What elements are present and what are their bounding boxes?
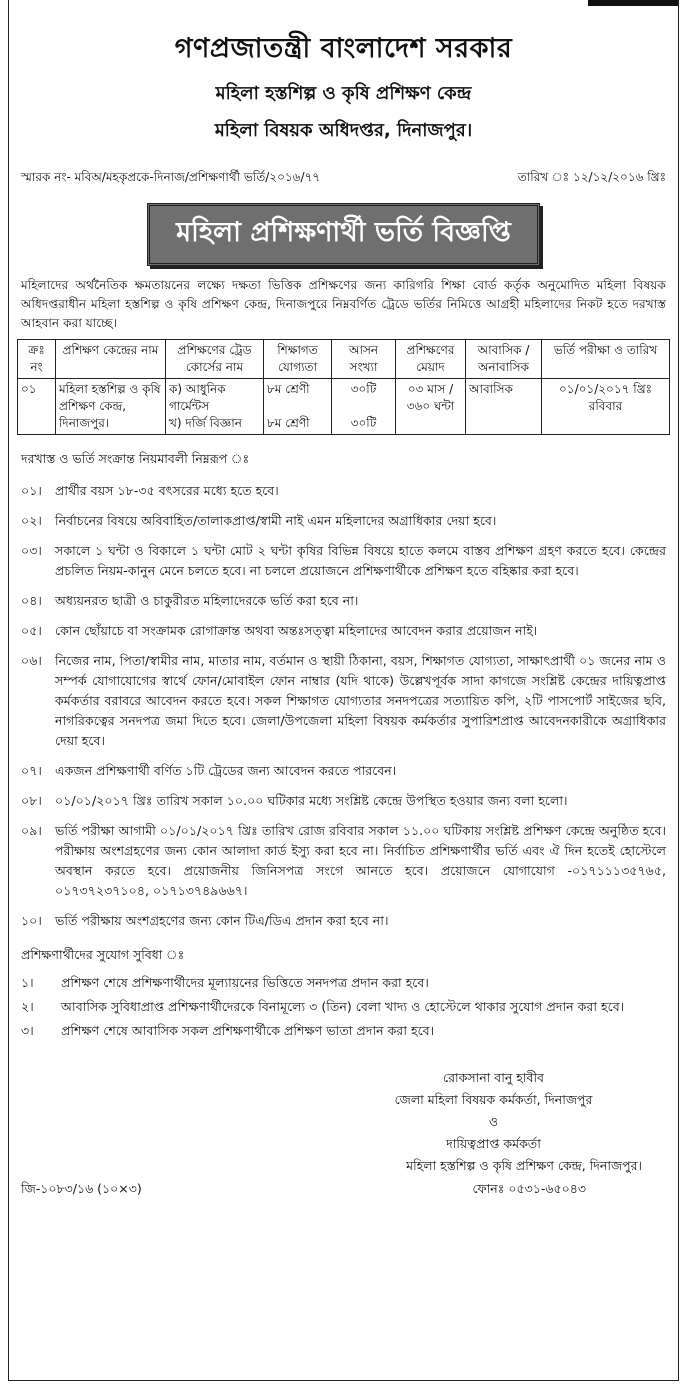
footer-code: জি-১০৮৩/১৬ (১০×৩): [21, 1181, 142, 1196]
cell-qualification: [264, 379, 332, 435]
rule-text: সকালে ১ ঘন্টা ও বিকালে ১ ঘন্টা মোট ২ ঘন্টা কৃষির বিভিন্ন বিষয়ে হাতে কলমে বাস্তব প্রশিক্ষণ গ্রহণ করতে হবে। কেন্দ্রের প্রচলিত নিয়ম-কানুন মেনে চলতে হবে। না চললে প্রয়োজনে প্রশিক্ষণার্থীকে প্রশিক্ষণ হতে বহিষ্কার করা হবে।: [55, 543, 666, 578]
col-seats: আসন সংখ্যা: [332, 340, 396, 379]
list-item: [21, 821, 666, 901]
seats-2: ৩০টি: [350, 416, 377, 430]
rule-text: অধ্যয়নরত ছাত্রী ও চাকুরীরত মহিলাদেরকে ভর্তি করা হবে না।: [55, 593, 359, 608]
list-item: [21, 911, 666, 931]
signature-block: [317, 1067, 670, 1155]
rule-number: ০৫।: [21, 623, 42, 638]
col-serial: ক্রঃ নং: [18, 340, 56, 379]
benefit-text: প্রশিক্ষণ শেষে প্রশিক্ষণার্থীদের মূল্যায়নের ভিত্তিতে সনদপত্র প্রদান করা হবে।: [61, 975, 429, 990]
cell-exam-date: ০১/০১/২০১৭ খ্রিঃ রবিবার: [542, 379, 670, 435]
trade-tailoring: খ) দর্জি বিজ্ঞান: [169, 416, 242, 430]
rule-text: প্রার্থীর বয়স ১৮-৩৫ বৎসরের মধ্যে হতে হবে।: [55, 483, 279, 498]
phone-number: ফোনঃ ০৫৩১-৬৫০৪৩: [472, 1181, 586, 1196]
government-title: গণপ্রজাতন্ত্রী বাংলাদেশ সরকার: [174, 33, 513, 64]
cell-residential: আবাসিক: [466, 379, 542, 435]
banner-wrap: [17, 203, 670, 266]
col-duration: প্রশিক্ষণের মেয়াদ: [396, 340, 466, 379]
cell-serial: ০১: [18, 379, 56, 435]
cell-seats: [332, 379, 396, 435]
top-rule: [588, 0, 678, 6]
signatory-and: ও: [488, 1114, 499, 1129]
list-item: [21, 651, 666, 751]
list-item: [21, 591, 666, 611]
benefit-number: ১।: [21, 975, 34, 990]
benefits-list: [17, 973, 670, 1041]
trade-garments: ক) আধুনিক গার্মেন্টস: [169, 382, 226, 413]
rule-text: কোন ছোঁয়াচে বা সংক্রামক রোগাক্রান্ত অথবা অন্তঃসত্ত্বা মহিলাদের আবেদন করার প্রয়োজন নাই।: [55, 623, 538, 638]
memo-number: স্মারক নং- মবিঅ/মহকৃপ্রকে-দিনাজ/প্রশিক্ষণার্থী ভর্তি/২০১৬/৭৭: [21, 170, 321, 184]
table-header-row: [18, 340, 670, 379]
benefit-text: প্রশিক্ষণ শেষে আবাসিক সকল প্রশিক্ষণার্থীকে প্রশিক্ষণ ভাতা প্রদান করা হবে।: [61, 1023, 435, 1038]
institute-name: মহিলা হস্তশিল্প ও কৃষি প্রশিক্ষণ কেন্দ্র: [215, 83, 472, 104]
list-item: [21, 511, 666, 531]
qualification-1: ৮ম শ্রেণী: [267, 382, 310, 396]
list-item: [21, 1021, 666, 1041]
rule-text: ০১/০১/২০১৭ খ্রিঃ তারিখ সকাল ১০.০০ ঘটিকার মধ্যে সংশ্লিষ্ট কেন্দ্রে উপস্থিত হওয়ার জন্য বলা হলো।: [55, 793, 568, 808]
cell-center: মহিলা হস্তশিল্প ও কৃষি প্রশিক্ষণ কেন্দ্র, দিনাজপুর।: [56, 379, 166, 435]
rule-text: ভর্তি পরীক্ষা আগামী ০১/০১/২০১৭ খ্রিঃ তারিখ রোজ রবিবার সকাল ১১.০০ ঘটিকায় সংশ্লিষ্ট প্রশিক্ষণ কেন্দ্রে অনুষ্ঠিত হবে। পরীক্ষায় অংশগ্রহণের জন্য কোন আলাদা কার্ড ইস্যু করা হবে না। নির্বাচিত প্রশিক্ষণার্থীর ভর্তি এবং ঐ দিন হতেই হোস্টেলে অবস্থান করতে হবে। প্রয়োজনীয় জিনিসপত্র সংগে আনতে হবে। প্রয়োজনে যোগাযোগ -০১৭১১১৩৫৭৬৫, ০১৭৩৭২৩৭১০৪, ০১৭১৩৭৪৯৬৬৭।: [55, 823, 666, 898]
list-item: [21, 541, 666, 581]
col-trade: প্রশিক্ষণের ট্রেড কোর্সের নাম: [166, 340, 264, 379]
signatory-title-2: দায়িত্বপ্রাপ্ত কর্মকর্তা: [446, 1136, 541, 1151]
rule-text: নির্বাচনের বিষয়ে অবিবাহিত/তালাকপ্রাপ্ত/স্বামী নাই এমন মহিলাদের অগ্রাধিকার দেয়া হবে।: [55, 513, 497, 528]
col-exam-date: ভর্তি পরীক্ষা ও তারিখ: [542, 340, 670, 379]
list-item: [21, 621, 666, 641]
benefit-number: ৩।: [21, 1023, 34, 1038]
reference-row: [17, 169, 670, 189]
seats-1: ৩০টি: [350, 382, 377, 396]
list-item: [21, 997, 666, 1017]
rules-list: [17, 481, 670, 931]
department-name: মহিলা বিষয়ক অধিদপ্তর, দিনাজপুর।: [214, 120, 473, 141]
cell-trade: [166, 379, 264, 435]
rule-number: ০৩।: [21, 543, 42, 558]
rule-text: নিজের নাম, পিতা/স্বামীর নাম, মাতার নাম, বর্তমান ও স্থায়ী ঠিকানা, বয়স, শিক্ষাগত যোগ্যতা, সাক্ষাৎপ্রার্থী ০১ জনের নাম ও সম্পর্ক যোগাযোগের স্বার্থে ফোন/মোবাইল ফোন নাম্বার (যদি থাকে) উল্লেখপূর্বক সাদা কাগজে সংশ্লিষ্ট কেন্দ্রের দায়িত্বপ্রাপ্ত কর্মকর্তার বরাবরে আবেদন করতে হবে। সকল শিক্ষাগত যোগ্যতার সনদপত্রের সত্যায়িত কপি, ২টি পাসপোর্ট সাইজের ছবি, নাগরিকত্বের সনদপত্র জমা দিতে হবে। জেলা/উপজেলা মহিলা বিষয়ক কর্মকর্তার সুপারিশপ্রাপ্ত আবেদনকারীকে অগ্রাধিকার দেয়া হবে।: [55, 653, 666, 748]
rules-title: দরখাস্ত ও ভর্তি সংক্রান্ত নিয়মাবলী নিম্নরূপ ঃ: [21, 451, 250, 466]
rule-number: ০২।: [21, 513, 42, 528]
rule-number: ০৯।: [21, 823, 42, 838]
rule-number: ১০।: [21, 913, 42, 928]
courses-table: [17, 339, 670, 435]
rule-number: ০৭।: [21, 763, 42, 778]
table-row: [18, 379, 670, 435]
cell-duration: ০৩ মাস / ৩৬০ ঘন্টা: [396, 379, 466, 435]
notice-date: তারিখ ঃ ১২/১২/২০১৬ খ্রিঃ: [517, 170, 666, 184]
rule-number: ০৮।: [21, 793, 42, 808]
rule-number: ০৪।: [21, 593, 42, 608]
list-item: [21, 481, 666, 501]
rule-number: ০১।: [21, 483, 42, 498]
rule-text: একজন প্রশিক্ষণার্থী বর্ণিত ১টি ট্রেডের জন্য আবেদন করতে পারবেন।: [55, 763, 397, 778]
benefits-title: প্রশিক্ষণার্থীদের সুযোগ সুবিধা ঃ: [21, 947, 185, 962]
rule-number: ০৬।: [21, 653, 42, 668]
signatory-office: মহিলা হস্তশিল্প ও কৃষি প্রশিক্ষণ কেন্দ্র, দিনাজপুর।: [406, 1158, 642, 1173]
rule-text: ভর্তি পরীক্ষায় অংশগ্রহণের জন্য কোন টিএ/ডিএ প্রদান করা হবে না।: [55, 913, 389, 928]
list-item: [21, 791, 666, 811]
intro-paragraph: মহিলাদের অর্থনৈতিক ক্ষমতায়নের লক্ষ্যে দক্ষতা ভিত্তিক প্রশিক্ষণের জন্য কারিগরি শিক্ষা বোর্ড কর্তৃক অনুমোদিত মহিলা বিষয়ক অধিদপ্তরাধীন মহিলা হস্তশিল্প ও কৃষি প্রশিক্ষণ কেন্দ্র, দিনাজপুরে নিম্নবর্ণিত ট্রেডে ভর্তির নিমিত্তে আগ্রহী মহিলাদের নিকট হতে দরখাস্ত আহবান করা যাচ্ছে।: [21, 278, 666, 330]
col-center: প্রশিক্ষণ কেন্দ্রের নাম: [56, 340, 166, 379]
signatory-title-1: জেলা মহিলা বিষয়ক কর্মকর্তা, দিনাজপুর: [394, 1092, 593, 1107]
list-item: [21, 761, 666, 781]
list-item: [21, 973, 666, 993]
notice-page: [8, 0, 679, 1381]
notice-banner: মহিলা প্রশিক্ষণার্থী ভর্তি বিজ্ঞপ্তি: [147, 203, 540, 266]
benefit-text: আবাসিক সুবিধাপ্রাপ্ত প্রশিক্ষণার্থীদেরকে বিনামূল্যে ৩ (তিন) বেলা খাদ্য ও হোস্টেলে থাকার সুযোগ প্রদান করা হবে।: [61, 999, 625, 1014]
qualification-2: ৮ম শ্রেণী: [267, 416, 310, 430]
col-qualification: শিক্ষাগত যোগ্যতা: [264, 340, 332, 379]
benefit-number: ২।: [21, 999, 34, 1014]
col-residential: আবাসিক /অনাবাসিক: [466, 340, 542, 379]
signatory-name: রোকসানা বানু হাবীব: [443, 1070, 544, 1085]
footer-row: [17, 1181, 670, 1201]
